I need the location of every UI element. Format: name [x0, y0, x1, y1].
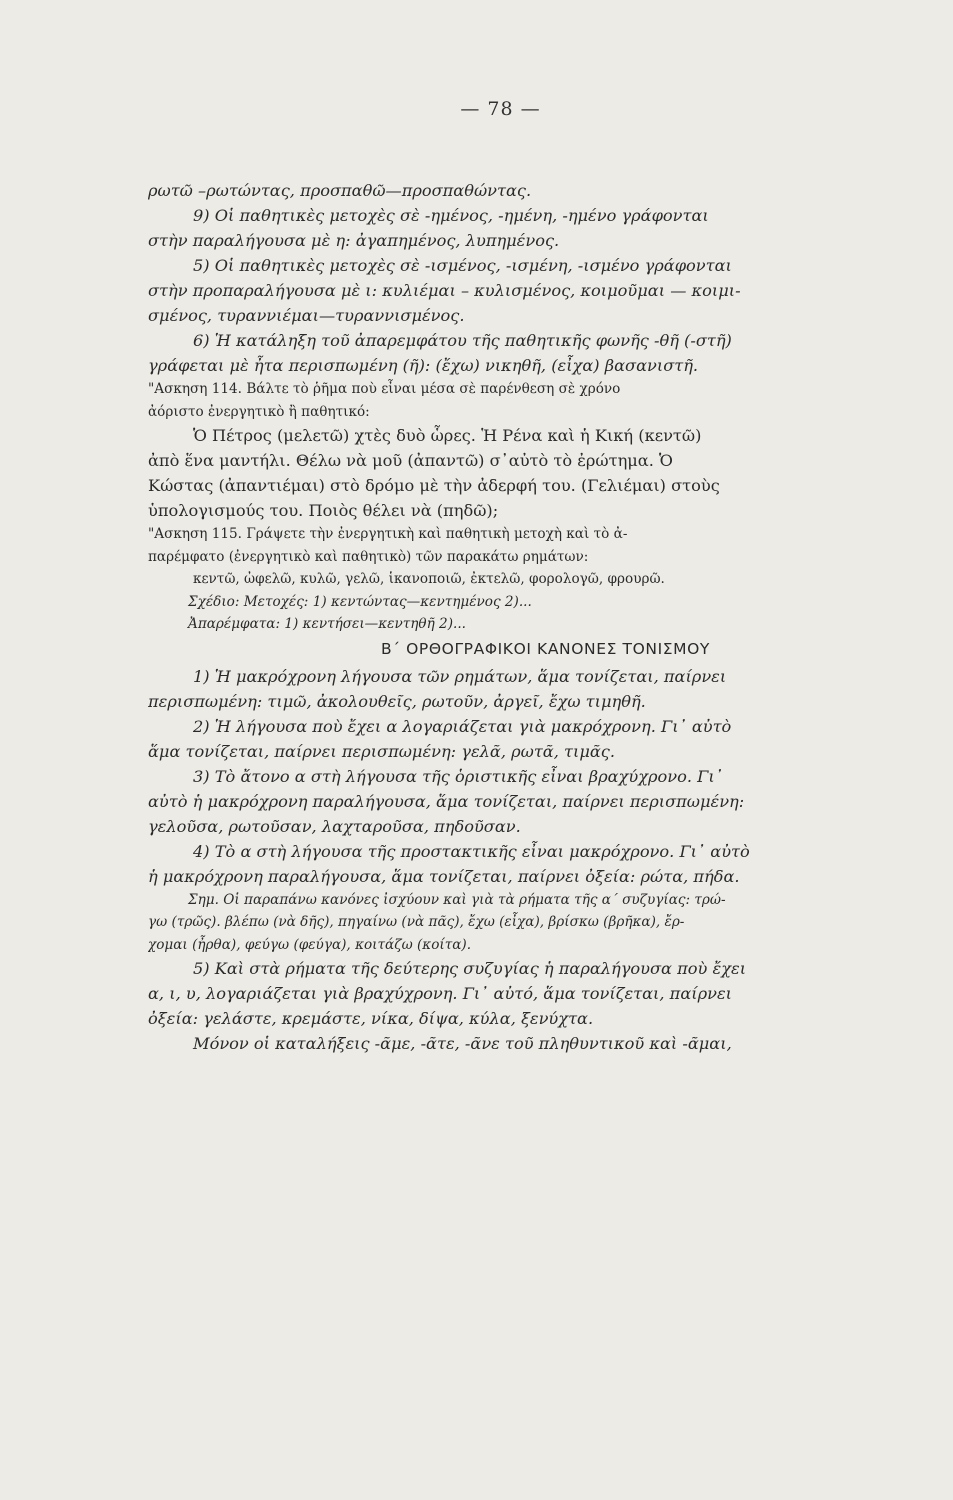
page-number: — 78 — — [460, 98, 541, 120]
exercise-line: κεντῶ, ὠφελῶ, κυλῶ, γελῶ, ἱκανοποιῶ, ἐκτελῶ, φορολογῶ, φρουρῶ. — [193, 571, 665, 587]
rule-line: 2) Ἡ λήγουσα ποὺ ἔχει α λογαριάζεται γιὰ μακρόχρονη. Γι᾽ αὐτὸ — [193, 716, 732, 736]
exercise-line: "Ασκηση 115. Γράψετε τὴν ἐνεργητικὴ καὶ παθητικὴ μετοχὴ καὶ τὸ ἀ- — [148, 526, 628, 542]
exercise-line: ἀπὸ ἕνα μαντήλι. Θέλω νὰ μοῦ (ἀπαντῶ) σ᾽αὐτὸ τὸ ἐρώτημα. Ὁ — [148, 451, 673, 470]
text-line: 6) Ἡ κατάληξη τοῦ ἀπαρεμφάτου τῆς παθητικῆς φωνῆς -θῆ (-στῆ) — [193, 331, 732, 350]
text-line: 9) Οἱ παθητικὲς μετοχὲς σὲ -ημένος, -ημένη, -ημένο γράφονται — [193, 206, 709, 225]
rule-line: γελοῦσα, ρωτοῦσαν, λαχταροῦσα, πηδοῦσαν. — [148, 816, 521, 836]
section-heading: Β΄ ΟΡΘΟΓΡΑΦΙΚΟΙ ΚΑΝΟΝΕΣ ΤΟΝΙΣΜΟΥ — [380, 639, 711, 658]
exercise-line: Ὁ Πέτρος (μελετῶ) χτὲς δυὸ ὧρες. Ἡ Ρένα καὶ ἡ Κική (κεντῶ) — [193, 426, 702, 445]
note-line: χομαι (ἦρθα), φεύγω (φεύγα), κοιτάζω (κοίτα). — [148, 936, 472, 953]
rule-line: 4) Τὸ α στὴ λήγουσα τῆς προστακτικῆς εἶναι μακρόχρονο. Γι᾽ αὐτὸ — [193, 841, 750, 861]
rule-line: 5) Καὶ στὰ ρήματα τῆς δεύτερης συζυγίας ἡ παραλήγουσα ποὺ ἔχει — [193, 959, 747, 978]
exercise-line: Κώστας (ἀπαντιέμαι) στὸ δρόμο μὲ τὴν ἀδερφή του. (Γελιέμαι) στοὺς — [148, 476, 720, 495]
text-line: 5) Οἱ παθητικὲς μετοχὲς σὲ -ισμένος, -ισμένη, -ισμένο γράφονται — [193, 256, 732, 275]
rule-line: αὐτὸ ἡ μακρόχρονη παραλήγουσα, ἅμα τονίζεται, παίρνει περισπωμένη: — [148, 791, 745, 811]
rule-line: ἡ μακρόχρονη παραλήγουσα, ἅμα τονίζεται, παίρνει ὀξεία: ρώτα, πήδα. — [148, 866, 740, 886]
text-line: σμένος, τυραννιέμαι—τυραννισμένος. — [148, 306, 465, 325]
rule-line: ἅμα τονίζεται, παίρνει περισπωμένη: γελᾶ, ρωτᾶ, τιμᾶς. — [148, 741, 615, 761]
rule-line: Μόνον οἱ καταλήξεις -ᾶμε, -ᾶτε, -ᾶνε τοῦ πληθυντικοῦ καὶ -ᾶμαι, — [193, 1034, 732, 1053]
exercise-line: ὑπολογισμούς του. Ποιὸς θέλει νὰ (πηδῶ); — [148, 501, 499, 520]
text-line: στὴν παραλήγουσα μὲ η: ἀγαπημένος, λυπημένος. — [148, 231, 560, 250]
text-line: στὴν προπαραλήγουσα μὲ ι: κυλιέμαι – κυλισμένος, κοιμοῦμαι — κοιμι- — [148, 281, 741, 300]
rule-line: α, ι, υ, λογαριάζεται γιὰ βραχύχρονη. Γι᾽ αὐτό, ἅμα τονίζεται, παίρνει — [148, 984, 732, 1003]
note-line: Σημ. Οἱ παραπάνω κανόνες ἰσχύουν καὶ γιὰ τὰ ρήματα τῆς α΄ συζυγίας: τρώ- — [188, 891, 726, 908]
exercise-line: Ἀπαρέμφατα: 1) κεντήσει—κεντηθῆ 2)... — [188, 616, 466, 632]
exercise-line: Σχέδιο: Μετοχές: 1) κεντώντας—κεντημένος 2)... — [188, 593, 532, 610]
rule-line: 1) Ἡ μακρόχρονη λήγουσα τῶν ρημάτων, ἅμα τονίζεται, παίρνει — [193, 666, 727, 686]
rule-line: ὀξεία: γελάστε, κρεμάστε, νίκα, δίψα, κύλα, ξενύχτα. — [148, 1009, 594, 1028]
text-line: γράφεται μὲ ἦτα περισπωμένη (ῆ): (ἔχω) νικηθῆ, (εἶχα) βασανιστῆ. — [148, 356, 699, 375]
rule-line: περισπωμένη: τιμῶ, ἀκολουθεῖς, ρωτοῦν, ἀργεῖ, ἔχω τιμηθῆ. — [148, 691, 646, 711]
exercise-line: ἀόριστο ἐνεργητικὸ ἢ παθητικό: — [148, 403, 370, 420]
exercise-line: παρέμφατο (ἐνεργητικὸ καὶ παθητικὸ) τῶν παρακάτω ρημάτων: — [148, 548, 589, 565]
exercise-line: "Ασκηση 114. Βάλτε τὸ ῥῆμα ποὺ εἶναι μέσα σὲ παρένθεση σὲ χρόνο — [148, 381, 621, 397]
rule-line: 3) Τὸ ἄτονο α στὴ λήγουσα τῆς ὁριστικῆς εἶναι βραχύχρονο. Γι᾽ — [193, 766, 723, 786]
text-line: ρωτῶ –ρωτώντας, προσπαθῶ—προσπαθώντας. — [148, 181, 532, 200]
note-line: γω (τρῶς). βλέπω (νὰ δῆς), πηγαίνω (νὰ πᾶς), ἔχω (εἶχα), βρίσκω (βρῆκα), ἔρ- — [148, 914, 685, 930]
